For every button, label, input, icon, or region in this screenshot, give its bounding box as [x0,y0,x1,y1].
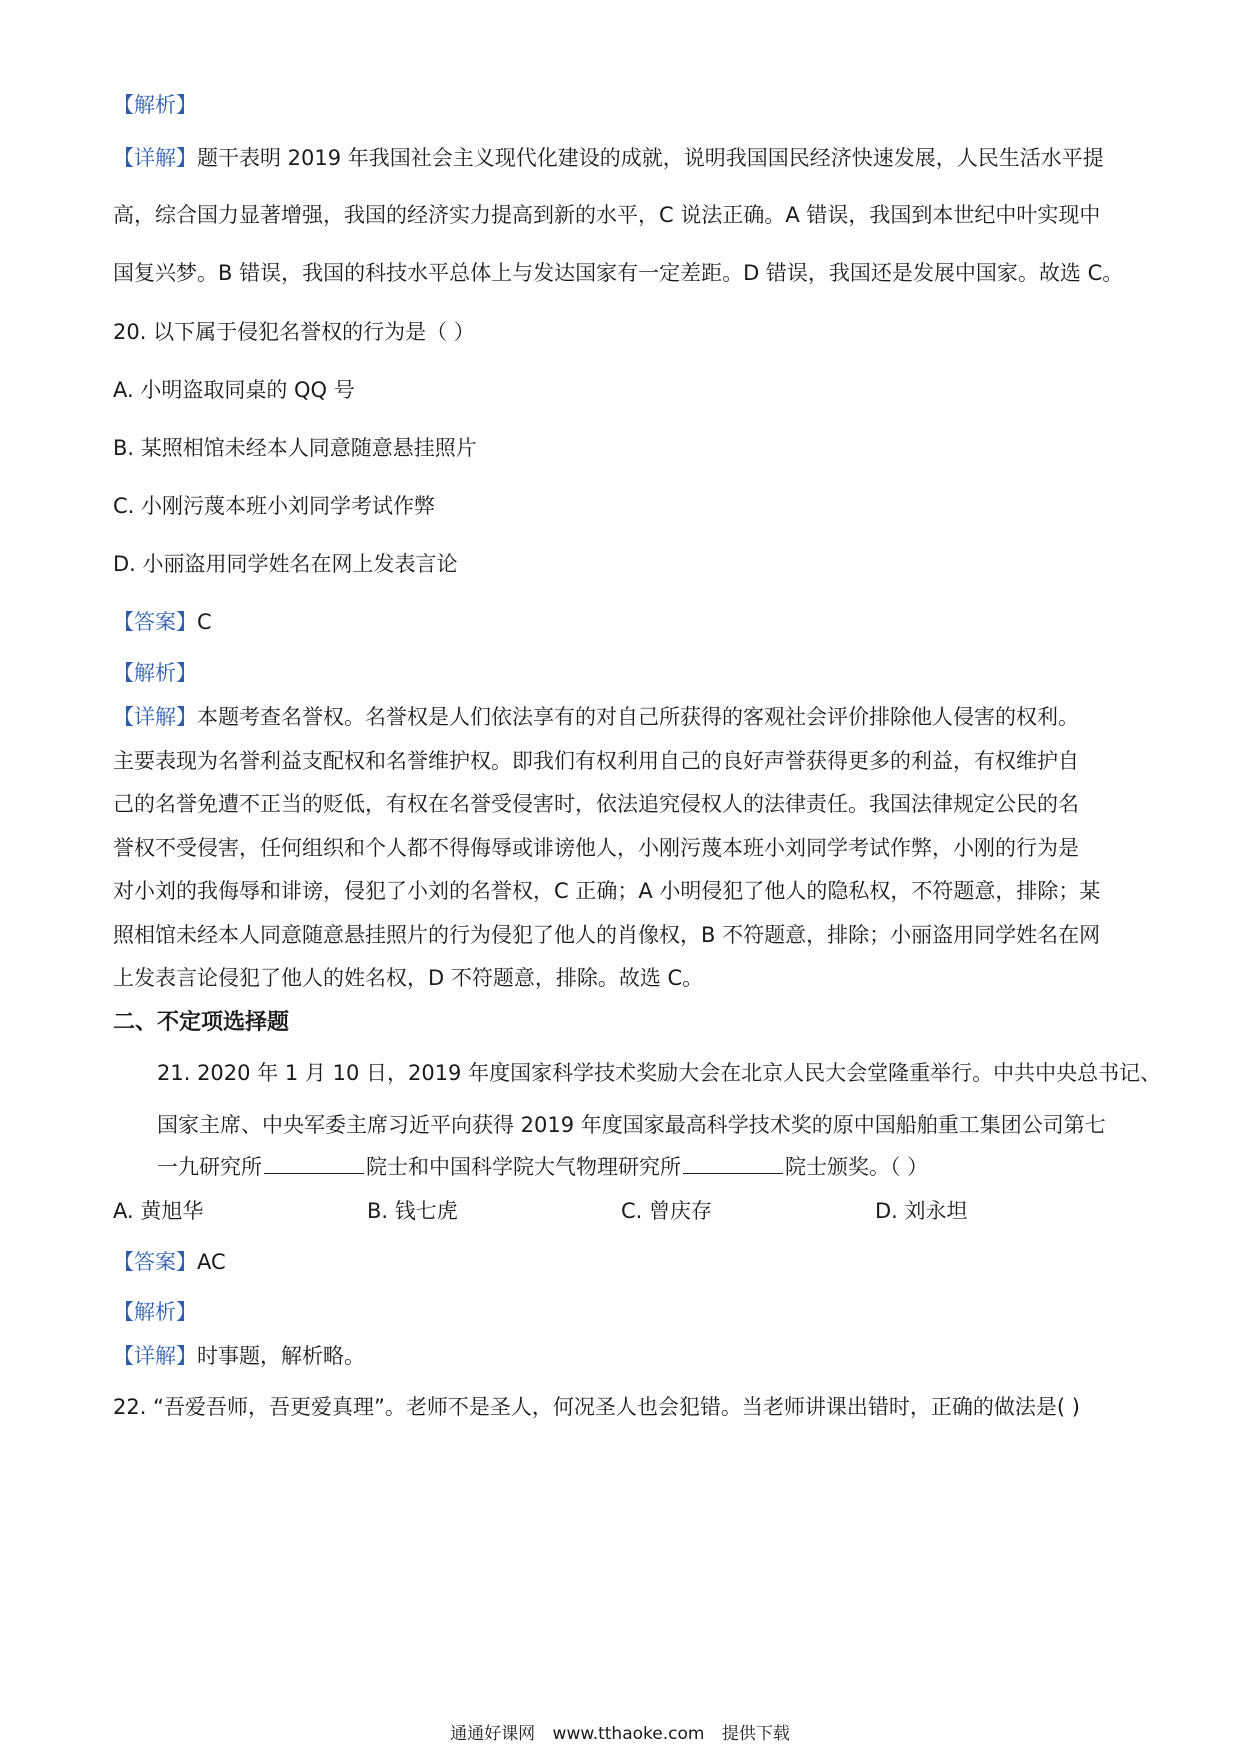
q20-detail-line-7: 上发表言论侵犯了他人的姓名权，D 不符题意，排除。故选 C。 [113,966,704,990]
q22-question: 22. “吾爱吾师，吾更爱真理”。老师不是圣人，何况圣人也会犯错。当老师讲课出错时，正确的做法是( ) [113,1395,1080,1419]
q19-detail-text-1: 题干表明 2019 年我国社会主义现代化建设的成就，说明我国国民经济快速发展，人民生活水平提 [197,146,1104,170]
q20-option-b: B. 某照相馆未经本人同意随意悬挂照片 [113,436,477,460]
q20-option-d: D. 小丽盗用同学姓名在网上发表言论 [113,552,458,576]
q20-detail-label: 【详解】 [113,705,197,729]
q19-analysis-label: 【解析】 [113,93,197,117]
q20-detail-line-6: 照相馆未经本人同意随意悬挂照片的行为侵犯了他人的肖像权，B 不符题意，排除；小丽盗用同学姓名在网 [113,923,1101,947]
q20-analysis-label: 【解析】 [113,661,197,685]
q21-option-b: B. 钱七虎 [367,1199,458,1223]
footer-suffix: 提供下载 [721,1724,790,1744]
q20-detail-line-3: 己的名誉免遭不正当的贬低，有权在名誉受侵害时，依法追究侵权人的法律责任。我国法律规定公民的名 [113,792,1079,816]
q21-answer [113,1247,226,1277]
q19-detail-line-3: 国复兴梦。B 错误，我国的科技水平总体上与发达国家有一定差距。D 错误，我国还是发展中国家。故选 C。 [113,261,1124,285]
q21-line-3-part-a: 一九研究所 [157,1155,262,1179]
q20-option-a: A. 小明盗取同桌的 QQ 号 [113,378,355,402]
q20-detail-line-1 [113,702,1079,732]
q21-blank-2 [683,1153,783,1174]
q20-detail-text-1: 本题考查名誉权。名誉权是人们依法享有的对自己所获得的客观社会评价排除他人侵害的权利。 [197,705,1079,729]
q21-line-3-part-b: 院士和中国科学院大气物理研究所 [366,1155,681,1179]
q20-option-c: C. 小刚污蔑本班小刘同学考试作弊 [113,494,436,518]
q20-answer-value: C [197,610,212,634]
q21-detail-label: 【详解】 [113,1344,197,1368]
q21-line-1: 21. 2020 年 1 月 10 日，2019 年度国家科学技术奖励大会在北京人民大会堂隆重举行。中共中央总书记、 [157,1061,1162,1085]
q21-answer-label: 【答案】 [113,1250,197,1274]
section-2-heading: 二、不定项选择题 [113,1010,290,1035]
q21-detail [113,1341,365,1371]
q20-detail-line-5: 对小刘的我侮辱和诽谤，侵犯了小刘的名誉权，C 正确；A 小明侵犯了他人的隐私权，不符题意，排除；某 [113,879,1101,903]
q21-option-d: D. 刘永坦 [875,1199,968,1223]
q21-line-2: 国家主席、中央军委主席习近平向获得 2019 年度国家最高科学技术奖的原中国船舶重工集团公司第七 [157,1113,1106,1137]
q21-option-c: C. 曾庆存 [621,1199,713,1223]
q21-option-a: A. 黄旭华 [113,1199,204,1223]
q20-detail-line-2: 主要表现为名誉利益支配权和名誉维护权。即我们有权利用自己的良好声誉获得更多的利益，有权维护自 [113,749,1079,773]
q21-blank-1 [264,1153,364,1174]
q19-detail-line-1 [113,143,1104,173]
footer-site-name: 通通好课网 [450,1724,536,1744]
q20-answer-label: 【答案】 [113,610,197,634]
q21-detail-text: 时事题，解析略。 [197,1344,365,1368]
q20-question: 20. 以下属于侵犯名誉权的行为是（ ） [113,320,475,344]
q19-detail-line-2: 高，综合国力显著增强，我国的经济实力提高到新的水平，C 说法正确。A 错误，我国到本世纪中叶实现中 [113,203,1101,227]
q21-line-3 [157,1152,928,1182]
footer-url[interactable]: www.tthaoke.com [552,1724,705,1744]
q20-detail-line-4: 誉权不受侵害，任何组织和个人都不得侮辱或诽谤他人，小刚污蔑本班小刘同学考试作弊，小刚的行为是 [113,836,1079,860]
q20-answer [113,607,212,637]
q19-detail-label: 【详解】 [113,146,197,170]
q21-line-3-part-c: 院士颁奖。（ ） [785,1155,929,1179]
q21-analysis-label: 【解析】 [113,1300,197,1324]
q21-answer-value: AC [197,1250,226,1274]
page-footer [0,1722,1240,1746]
